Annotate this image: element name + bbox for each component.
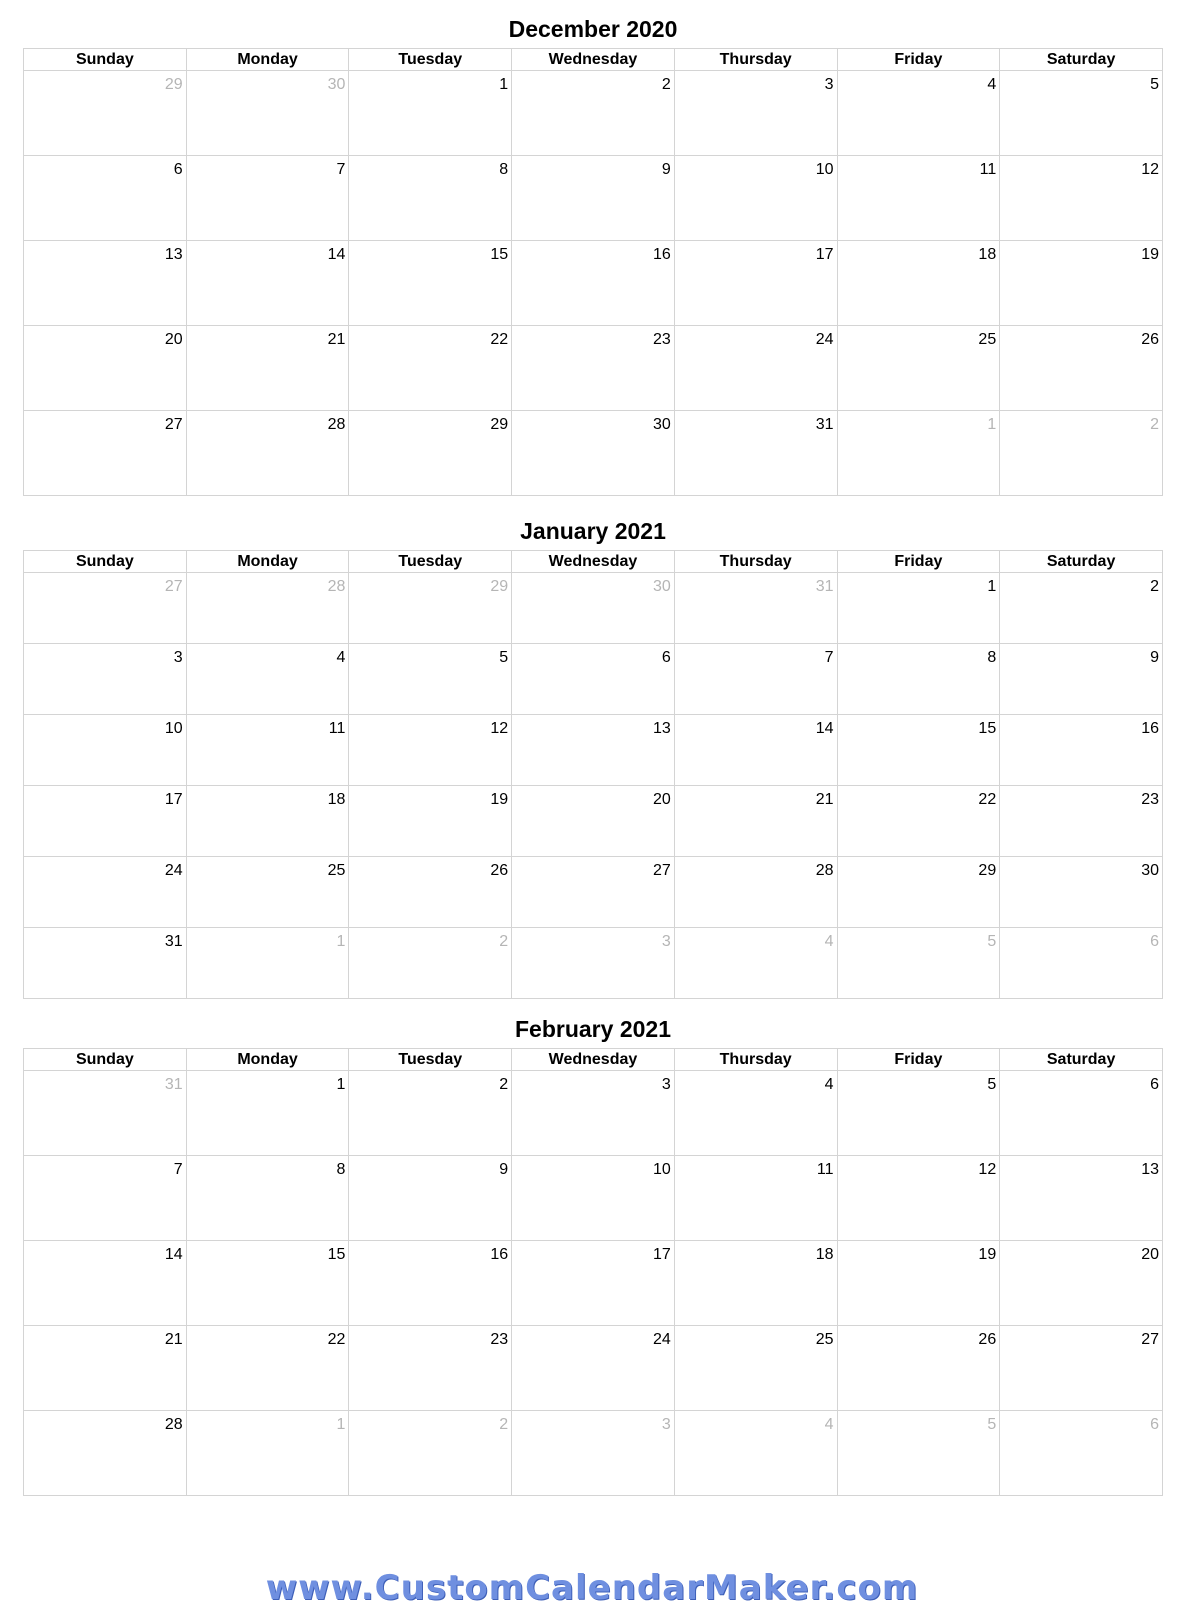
day-cell-other-month: 4 [674,928,837,999]
day-cell: 7 [186,156,349,241]
day-cell-other-month: 3 [512,928,675,999]
weekday-header: Sunday [24,1049,187,1071]
calendar-grid [23,48,1163,496]
weekday-header: Wednesday [512,49,675,71]
day-cell: 16 [1000,715,1163,786]
calendar-grid [23,550,1163,999]
day-cell: 2 [512,71,675,156]
day-cell: 4 [837,71,1000,156]
day-cell: 7 [24,1156,187,1241]
day-cell: 23 [512,326,675,411]
week-row [24,71,1163,156]
day-cell: 15 [186,1241,349,1326]
day-cell: 18 [674,1241,837,1326]
day-cell: 5 [349,644,512,715]
day-cell: 2 [1000,573,1163,644]
day-cell: 5 [837,1071,1000,1156]
month-january-2021 [23,512,1163,999]
day-cell-other-month: 30 [512,573,675,644]
day-cell-other-month: 27 [24,573,187,644]
day-cell-other-month: 6 [1000,928,1163,999]
day-cell: 9 [512,156,675,241]
week-row [24,411,1163,496]
day-cell: 6 [24,156,187,241]
day-cell: 17 [674,241,837,326]
day-cell: 29 [837,857,1000,928]
day-cell: 28 [186,411,349,496]
day-cell-other-month: 1 [186,928,349,999]
day-cell-other-month: 5 [837,928,1000,999]
day-cell: 24 [512,1326,675,1411]
day-cell: 5 [1000,71,1163,156]
weekday-header: Sunday [24,49,187,71]
day-cell: 10 [24,715,187,786]
day-cell-other-month: 3 [512,1411,675,1496]
day-cell: 6 [1000,1071,1163,1156]
day-cell: 11 [674,1156,837,1241]
day-cell: 29 [349,411,512,496]
day-cell: 19 [837,1241,1000,1326]
day-cell-other-month: 31 [674,573,837,644]
day-cell: 12 [837,1156,1000,1241]
week-row [24,1241,1163,1326]
day-cell: 26 [1000,326,1163,411]
weekday-header-row [24,49,1163,71]
day-cell: 8 [186,1156,349,1241]
weekday-header-row [24,1049,1163,1071]
weekday-header: Friday [837,1049,1000,1071]
day-cell: 10 [674,156,837,241]
day-cell-other-month: 2 [349,1411,512,1496]
week-row [24,857,1163,928]
day-cell: 27 [1000,1326,1163,1411]
day-cell: 16 [349,1241,512,1326]
day-cell-other-month: 31 [24,1071,187,1156]
day-cell: 8 [837,644,1000,715]
day-cell: 14 [186,241,349,326]
day-cell-other-month: 29 [24,71,187,156]
day-cell: 22 [837,786,1000,857]
day-cell: 25 [837,326,1000,411]
day-cell-other-month: 2 [1000,411,1163,496]
day-cell: 12 [349,715,512,786]
day-cell-other-month: 2 [349,928,512,999]
day-cell: 16 [512,241,675,326]
day-cell: 15 [837,715,1000,786]
weekday-header: Thursday [674,551,837,573]
day-cell: 27 [24,411,187,496]
day-cell: 4 [674,1071,837,1156]
day-cell: 19 [349,786,512,857]
day-cell: 18 [186,786,349,857]
day-cell: 14 [24,1241,187,1326]
week-row [24,156,1163,241]
day-cell: 28 [674,857,837,928]
week-row [24,715,1163,786]
day-cell-other-month: 6 [1000,1411,1163,1496]
day-cell: 1 [186,1071,349,1156]
day-cell: 26 [349,857,512,928]
weekday-header: Wednesday [512,1049,675,1071]
day-cell: 11 [837,156,1000,241]
month-february-2021 [23,1010,1163,1496]
footer-website-link[interactable]: www.CustomCalendarMaker.com [265,1568,919,1608]
weekday-header: Saturday [1000,49,1163,71]
day-cell: 19 [1000,241,1163,326]
weekday-header: Tuesday [349,1049,512,1071]
day-cell: 27 [512,857,675,928]
day-cell: 17 [512,1241,675,1326]
day-cell: 8 [349,156,512,241]
calendar-grid [23,1048,1163,1496]
weekday-header: Monday [186,49,349,71]
weekday-header: Saturday [1000,551,1163,573]
day-cell: 20 [512,786,675,857]
weekday-header: Friday [837,551,1000,573]
day-cell: 17 [24,786,187,857]
month-december-2020 [23,10,1163,496]
day-cell-other-month: 29 [349,573,512,644]
weekday-header: Thursday [674,49,837,71]
day-cell: 30 [1000,857,1163,928]
month-title: February 2021 [515,1016,671,1042]
day-cell: 20 [24,326,187,411]
day-cell: 13 [24,241,187,326]
day-cell: 4 [186,644,349,715]
day-cell: 14 [674,715,837,786]
day-cell: 7 [674,644,837,715]
week-row [24,1071,1163,1156]
week-row [24,573,1163,644]
day-cell: 15 [349,241,512,326]
day-cell: 23 [1000,786,1163,857]
weekday-header: Monday [186,1049,349,1071]
weekday-header: Friday [837,49,1000,71]
weekday-header: Sunday [24,551,187,573]
week-row [24,1411,1163,1496]
day-cell: 2 [349,1071,512,1156]
day-cell: 20 [1000,1241,1163,1326]
week-row [24,1326,1163,1411]
day-cell: 6 [512,644,675,715]
day-cell-other-month: 1 [186,1411,349,1496]
weekday-header: Tuesday [349,551,512,573]
weekday-header: Tuesday [349,49,512,71]
day-cell: 10 [512,1156,675,1241]
weekday-header: Wednesday [512,551,675,573]
day-cell: 3 [24,644,187,715]
day-cell: 31 [674,411,837,496]
day-cell: 18 [837,241,1000,326]
day-cell: 11 [186,715,349,786]
day-cell: 3 [674,71,837,156]
day-cell-other-month: 1 [837,411,1000,496]
day-cell: 1 [837,573,1000,644]
day-cell: 21 [24,1326,187,1411]
day-cell: 9 [1000,644,1163,715]
day-cell: 21 [186,326,349,411]
day-cell: 25 [186,857,349,928]
day-cell: 3 [512,1071,675,1156]
day-cell: 25 [674,1326,837,1411]
day-cell-other-month: 4 [674,1411,837,1496]
day-cell: 26 [837,1326,1000,1411]
month-title: January 2021 [520,518,666,544]
week-row [24,786,1163,857]
day-cell: 24 [674,326,837,411]
day-cell-other-month: 5 [837,1411,1000,1496]
week-row [24,241,1163,326]
day-cell: 24 [24,857,187,928]
day-cell: 13 [1000,1156,1163,1241]
day-cell-other-month: 30 [186,71,349,156]
day-cell: 9 [349,1156,512,1241]
day-cell: 22 [349,326,512,411]
day-cell: 13 [512,715,675,786]
day-cell: 21 [674,786,837,857]
day-cell: 22 [186,1326,349,1411]
week-row [24,644,1163,715]
weekday-header-row [24,551,1163,573]
day-cell: 28 [24,1411,187,1496]
weekday-header: Thursday [674,1049,837,1071]
day-cell-other-month: 28 [186,573,349,644]
day-cell: 12 [1000,156,1163,241]
month-title: December 2020 [508,16,678,42]
day-cell: 31 [24,928,187,999]
weekday-header: Monday [186,551,349,573]
week-row [24,326,1163,411]
week-row [24,1156,1163,1241]
weekday-header: Saturday [1000,1049,1163,1071]
day-cell: 30 [512,411,675,496]
day-cell: 1 [349,71,512,156]
week-row [24,928,1163,999]
day-cell: 23 [349,1326,512,1411]
